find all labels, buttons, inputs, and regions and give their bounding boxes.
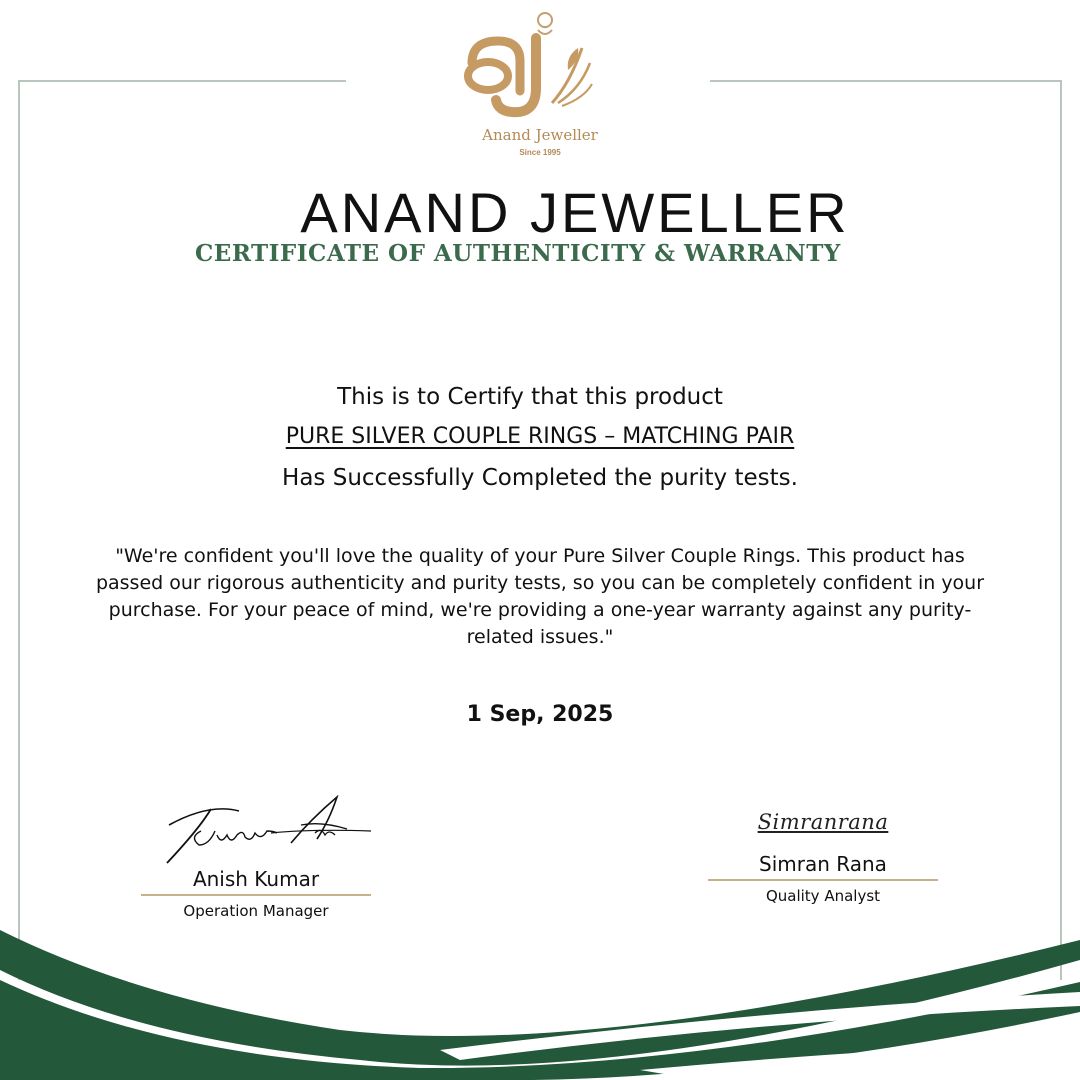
signature-script-right: Simranrana xyxy=(757,810,889,834)
logo-since-text: Since 1995 xyxy=(519,148,561,157)
signatory-role-right: Quality Analyst xyxy=(765,887,881,905)
tests-result-text: Has Successfully Completed the purity tests. xyxy=(282,465,798,491)
signature-rule-left xyxy=(141,894,371,896)
signature-block-left xyxy=(141,795,371,920)
product-name: PURE SILVER COUPLE RINGS – MATCHING PAIR xyxy=(285,424,795,449)
frame-top-left-line xyxy=(18,80,346,82)
signatory-name-left: Anish Kumar xyxy=(192,867,320,891)
signature-block-right xyxy=(708,810,938,905)
certificate-date: 1 Sep, 2025 xyxy=(466,702,614,727)
signature-rule-right xyxy=(708,879,938,881)
signatory-name-right: Simran Rana xyxy=(759,852,887,876)
decorative-wave-footer xyxy=(0,920,1080,1080)
certificate-subtitle: CERTIFICATE OF AUTHENTICITY & WARRANTY xyxy=(195,240,841,267)
signature-kumar-image xyxy=(141,795,371,867)
warranty-quote: "We're confident you'll love the quality of your Pure Silver Couple Rings. This product has passed our rigorous authenticity and purity tests, so you can be completely confident in your purchase. For your peace of mind, we're providing a one-year warranty against any purity-related issues." xyxy=(95,545,985,648)
signatory-role-left: Operation Manager xyxy=(183,902,329,920)
logo-monogram-icon xyxy=(440,8,640,123)
page-title: ANAND JEWELLER xyxy=(300,181,850,244)
brand-logo xyxy=(440,8,640,158)
frame-top-right-line xyxy=(710,80,1062,82)
logo-brand-name: Anand Jeweller xyxy=(482,126,598,144)
certify-intro-text: This is to Certify that this product xyxy=(337,384,723,410)
